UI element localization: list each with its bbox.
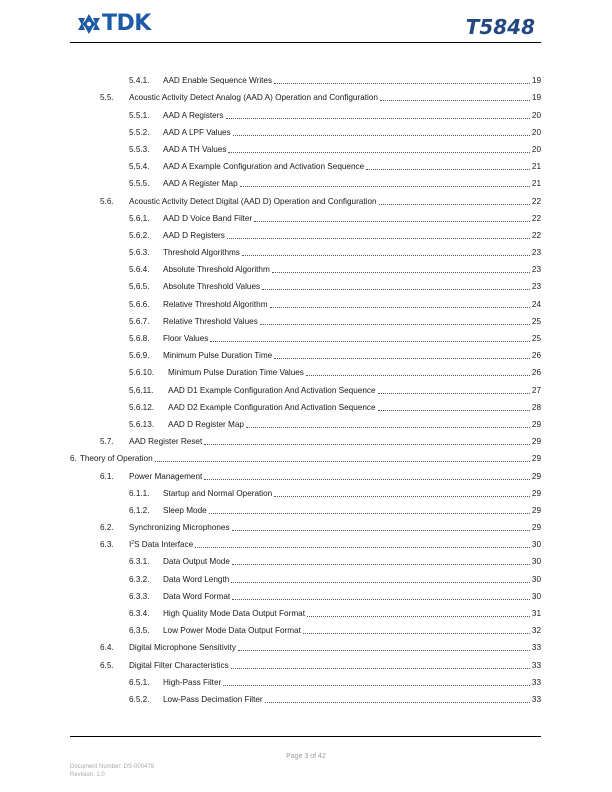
dot-leader bbox=[378, 392, 530, 394]
toc-entry-number: 5.6.13. bbox=[129, 419, 155, 429]
toc-entry-number: 5.6.11. bbox=[129, 385, 154, 395]
toc-entry-number: 6.3.5. bbox=[129, 626, 150, 636]
toc-entry-page[interactable]: 21 bbox=[531, 179, 541, 189]
toc-entry-number: 5.6.9. bbox=[129, 351, 150, 361]
toc-entry-number: 5.6.7. bbox=[129, 316, 150, 326]
dot-leader bbox=[227, 237, 530, 239]
toc-entry-page[interactable]: 29 bbox=[531, 488, 541, 498]
toc-entry-page[interactable]: 29 bbox=[531, 471, 541, 481]
toc-entry-number: 5.5.3. bbox=[129, 144, 150, 154]
toc-entry-page[interactable]: 29 bbox=[531, 419, 541, 429]
toc-entry-page[interactable]: 29 bbox=[531, 523, 541, 533]
toc-entry-title[interactable]: Sleep Mode bbox=[163, 505, 207, 515]
dot-leader bbox=[232, 563, 530, 565]
toc-entry-title-prefix: I bbox=[129, 540, 132, 550]
toc-entry-page[interactable]: 22 bbox=[531, 196, 541, 206]
superscript: 2 bbox=[131, 540, 135, 547]
toc-entry-title[interactable]: AAD A Registers bbox=[163, 110, 224, 120]
toc-entry[interactable] bbox=[70, 189, 541, 206]
toc-entry[interactable] bbox=[70, 103, 541, 120]
toc-entry[interactable] bbox=[70, 396, 541, 413]
toc-entry-title[interactable]: AAD A TH Values bbox=[163, 144, 227, 154]
toc-entry-title[interactable]: AAD Register Reset bbox=[129, 437, 203, 447]
logo-text: TDK bbox=[102, 11, 151, 36]
dot-leader bbox=[260, 323, 530, 325]
toc-entry-title[interactable]: Data Word Format bbox=[163, 591, 231, 601]
tdk-logo bbox=[78, 13, 151, 35]
toc-entry[interactable] bbox=[70, 207, 541, 224]
toc-entry-number: 6.3.3. bbox=[129, 591, 150, 601]
dot-leader bbox=[240, 185, 530, 187]
dot-leader bbox=[274, 495, 530, 497]
toc-entry-page[interactable]: 26 bbox=[531, 351, 541, 361]
dot-leader bbox=[209, 512, 530, 514]
toc-entry-number: 5.6.10. bbox=[129, 368, 155, 378]
dot-leader bbox=[242, 254, 530, 256]
page-number: Page 3 of 42 bbox=[286, 753, 326, 760]
toc-entry-title[interactable]: High-Pass Filter bbox=[163, 677, 222, 687]
toc-entry-number: 5.6.12. bbox=[129, 402, 155, 412]
toc-entry-page[interactable]: 25 bbox=[531, 334, 541, 343]
toc-entry-page[interactable]: 26 bbox=[531, 368, 541, 378]
dot-leader bbox=[306, 374, 530, 376]
toc-entry-page[interactable]: 23 bbox=[531, 282, 541, 292]
toc-entry-number: 6.3.2. bbox=[129, 574, 150, 584]
dot-leader bbox=[274, 357, 530, 359]
toc-entry-title[interactable]: AAD Enable Sequence Writes bbox=[163, 76, 273, 86]
toc-entry-title[interactable]: High Quality Mode Data Output Format bbox=[163, 609, 305, 618]
toc-entry-title-text: S Data Interface bbox=[134, 540, 194, 550]
dot-leader bbox=[233, 134, 530, 136]
dot-leader bbox=[226, 117, 530, 119]
toc-entry-page[interactable]: 28 bbox=[531, 402, 541, 412]
toc-entry-page[interactable]: 30 bbox=[531, 591, 541, 601]
toc-entry[interactable] bbox=[70, 619, 541, 636]
toc-entry-number: 6.3.1. bbox=[129, 557, 150, 567]
toc-entry[interactable] bbox=[70, 653, 541, 670]
toc-entry[interactable] bbox=[70, 688, 541, 705]
footer-divider bbox=[70, 736, 541, 737]
toc-entry-title[interactable]: AAD D Registers bbox=[163, 230, 225, 240]
dot-leader bbox=[254, 220, 530, 222]
toc-entry-number: 6. bbox=[70, 454, 77, 464]
toc-entry-title[interactable]: AAD A Register Map bbox=[163, 179, 238, 189]
toc-entry-number: 6.1. bbox=[100, 471, 114, 481]
toc-entry-number: 5.6.2. bbox=[129, 230, 150, 240]
toc-entry-title[interactable]: Power Management bbox=[129, 471, 203, 481]
dot-leader bbox=[231, 667, 530, 669]
table-of-contents bbox=[70, 69, 541, 705]
toc-entry[interactable] bbox=[70, 327, 541, 344]
dot-leader bbox=[262, 288, 530, 290]
toc-entry[interactable] bbox=[70, 430, 541, 447]
toc-entry-number: 6.1.2. bbox=[129, 505, 150, 515]
toc-entry-number: 5.5.2. bbox=[129, 127, 150, 137]
toc-entry-page[interactable]: 31 bbox=[531, 609, 541, 618]
toc-entry-number: 6.3. bbox=[100, 540, 114, 550]
toc-entry-page[interactable]: 19 bbox=[531, 76, 541, 86]
toc-entry[interactable] bbox=[70, 671, 541, 688]
toc-entry-title[interactable]: Data Output Mode bbox=[163, 557, 230, 567]
dot-leader bbox=[231, 581, 530, 583]
toc-entry-page[interactable]: 22 bbox=[531, 230, 541, 240]
toc-entry-page[interactable]: 33 bbox=[531, 677, 541, 687]
toc-entry[interactable] bbox=[70, 224, 541, 241]
dot-leader bbox=[270, 306, 530, 308]
toc-entry-title[interactable]: Absolute Threshold Values bbox=[163, 282, 261, 292]
toc-entry-number: 5.5. bbox=[100, 93, 114, 103]
page-header bbox=[70, 0, 541, 43]
dot-leader bbox=[232, 529, 530, 531]
dot-leader bbox=[155, 460, 530, 462]
toc-entry-page[interactable]: 33 bbox=[531, 660, 541, 670]
toc-entry[interactable] bbox=[70, 413, 541, 430]
toc-entry-page[interactable]: 29 bbox=[531, 437, 541, 447]
document-code: T5848 bbox=[465, 15, 535, 39]
dot-leader bbox=[232, 598, 530, 600]
toc-entry-title[interactable]: Digital Filter Characteristics bbox=[129, 660, 229, 670]
toc-entry-number: 5.7. bbox=[100, 437, 114, 447]
toc-entry[interactable] bbox=[70, 138, 541, 155]
dot-leader bbox=[228, 151, 530, 153]
toc-entry-title[interactable]: Low-Pass Decimation Filter bbox=[163, 694, 263, 704]
document-meta bbox=[70, 763, 154, 779]
revision: Revision: 1.0 bbox=[70, 772, 105, 778]
toc-entry-page[interactable]: 27 bbox=[531, 385, 541, 395]
toc-entry-page[interactable]: 30 bbox=[531, 574, 541, 584]
toc-entry-number: 6.5.2. bbox=[129, 694, 150, 704]
toc-entry-number: 5.5.1. bbox=[129, 110, 150, 120]
toc-entry[interactable] bbox=[70, 86, 541, 103]
toc-entry[interactable] bbox=[70, 482, 541, 499]
toc-entry-page[interactable]: 23 bbox=[531, 248, 541, 258]
dot-leader bbox=[223, 684, 530, 686]
toc-entry-title[interactable]: Acoustic Activity Detect Analog (AAD A) Operation and Configuration bbox=[129, 93, 378, 103]
toc-entry[interactable] bbox=[70, 585, 541, 602]
toc-entry-title[interactable]: AAD A LPF Values bbox=[163, 127, 231, 137]
toc-entry-number: 5.6.1. bbox=[129, 213, 150, 223]
toc-entry-title[interactable]: AAD D2 Example Configuration And Activation Sequence bbox=[168, 402, 376, 412]
toc-entry-page[interactable]: 20 bbox=[531, 110, 541, 120]
toc-entry-title[interactable]: AAD D1 Example Configuration And Activation Sequence bbox=[168, 385, 376, 395]
toc-entry-title[interactable]: Low Power Mode Data Output Format bbox=[163, 626, 301, 636]
toc-entry-page[interactable]: 24 bbox=[531, 299, 541, 309]
toc-entry-number: 5.5.4. bbox=[129, 162, 150, 172]
toc-entry-page[interactable]: 29 bbox=[531, 454, 541, 464]
toc-entry-number: 5.6.5. bbox=[129, 282, 150, 292]
toc-entry[interactable] bbox=[70, 121, 541, 138]
dot-leader bbox=[366, 168, 530, 170]
dot-leader bbox=[238, 649, 530, 651]
toc-entry-title[interactable]: Relative Threshold Algorithm bbox=[163, 299, 268, 309]
toc-entry-page[interactable]: 30 bbox=[531, 540, 541, 550]
toc-entry[interactable] bbox=[70, 292, 541, 309]
dot-leader bbox=[380, 99, 530, 101]
dot-leader bbox=[272, 271, 530, 273]
toc-entry-number: 5.6.8. bbox=[129, 334, 150, 343]
toc-entry-title[interactable]: Theory of Operation bbox=[79, 454, 153, 464]
toc-entry-page[interactable]: 20 bbox=[531, 144, 541, 154]
toc-entry-number: 5.5.5. bbox=[129, 179, 150, 189]
toc-entry[interactable] bbox=[70, 636, 541, 653]
toc-entry-title[interactable]: Acoustic Activity Detect Digital (AAD D) Operation and Configuration bbox=[129, 196, 377, 206]
toc-entry-title[interactable]: Digital Microphone Sensitivity bbox=[129, 643, 236, 653]
toc-entry[interactable] bbox=[70, 241, 541, 258]
toc-entry-title[interactable]: Relative Threshold Values bbox=[163, 316, 258, 326]
toc-entry[interactable] bbox=[70, 378, 541, 395]
toc-entry-number: 5.6.6. bbox=[129, 299, 150, 309]
toc-entry-title[interactable]: Absolute Threshold Algorithm bbox=[163, 265, 270, 275]
toc-entry[interactable] bbox=[70, 499, 541, 516]
dot-leader bbox=[378, 409, 530, 411]
toc-entry-title[interactable]: Minimum Pulse Duration Time bbox=[163, 351, 273, 361]
dot-leader bbox=[274, 82, 530, 84]
header-divider bbox=[70, 42, 541, 43]
toc-entry[interactable] bbox=[70, 550, 541, 567]
toc-entry[interactable] bbox=[70, 361, 541, 378]
toc-entry[interactable] bbox=[70, 310, 541, 327]
toc-entry[interactable] bbox=[70, 567, 541, 584]
toc-entry-page[interactable]: 22 bbox=[531, 213, 541, 223]
toc-entry-number: 6.4. bbox=[100, 643, 114, 653]
toc-entry-title[interactable]: AAD D Register Map bbox=[168, 419, 244, 429]
toc-entry-title[interactable]: Synchronizing Microphones bbox=[129, 523, 230, 533]
toc-entry-title[interactable]: Threshold Algorithms bbox=[163, 248, 240, 258]
dot-leader bbox=[303, 632, 530, 634]
toc-entry-number: 6.5.1. bbox=[129, 677, 150, 687]
toc-entry-number: 6.2. bbox=[100, 523, 114, 533]
toc-entry-page[interactable]: 30 bbox=[531, 557, 541, 567]
toc-entry[interactable] bbox=[70, 533, 541, 550]
document-number: Document Number: DS-000479 bbox=[70, 764, 155, 770]
toc-entry[interactable] bbox=[70, 464, 541, 481]
dot-leader bbox=[265, 701, 530, 703]
toc-entry-number: 6.5. bbox=[100, 660, 114, 670]
toc-entry-number: 5.6.3. bbox=[129, 248, 150, 258]
toc-entry-title[interactable]: AAD D Voice Band Filter bbox=[163, 213, 253, 223]
dot-leader bbox=[204, 478, 530, 480]
toc-entry[interactable] bbox=[70, 344, 541, 361]
toc-entry[interactable] bbox=[70, 447, 541, 464]
toc-entry-number: 6.1.1. bbox=[129, 488, 150, 498]
dot-leader bbox=[204, 443, 530, 445]
toc-entry-page[interactable]: 29 bbox=[531, 505, 541, 515]
dot-leader bbox=[379, 203, 530, 205]
toc-entry[interactable] bbox=[70, 516, 541, 533]
toc-entry[interactable] bbox=[70, 602, 541, 619]
toc-entry-page[interactable]: 20 bbox=[531, 127, 541, 137]
dot-leader bbox=[195, 546, 530, 548]
toc-entry-page[interactable]: 25 bbox=[531, 316, 541, 326]
toc-entry-page[interactable]: 23 bbox=[531, 265, 541, 275]
toc-entry[interactable] bbox=[70, 155, 541, 172]
toc-entry-number: 5.4.1. bbox=[129, 76, 150, 86]
toc-entry-number: 6.3.4. bbox=[129, 609, 150, 618]
toc-entry-number: 5.6. bbox=[100, 196, 114, 206]
toc-entry-page[interactable]: 21 bbox=[531, 162, 541, 172]
toc-entry-title[interactable]: AAD A Example Configuration and Activation Sequence bbox=[163, 162, 365, 172]
toc-entry-page[interactable]: 33 bbox=[531, 643, 541, 653]
toc-entry-title[interactable] bbox=[129, 540, 194, 550]
toc-entry-title[interactable]: Minimum Pulse Duration Time Values bbox=[168, 368, 304, 378]
toc-entry-title[interactable]: Data Word Length bbox=[163, 574, 230, 584]
dot-leader bbox=[210, 340, 530, 342]
dot-leader bbox=[246, 426, 530, 428]
toc-entry-page[interactable]: 32 bbox=[531, 626, 541, 636]
toc-entry[interactable] bbox=[70, 172, 541, 189]
toc-entry[interactable] bbox=[70, 275, 541, 292]
toc-entry-page[interactable]: 19 bbox=[531, 93, 541, 103]
tdk-emblem-icon bbox=[78, 14, 100, 34]
toc-entry[interactable] bbox=[70, 69, 541, 86]
toc-entry-page[interactable]: 33 bbox=[531, 694, 541, 704]
toc-entry[interactable] bbox=[70, 258, 541, 275]
toc-entry-title[interactable]: Floor Values bbox=[163, 334, 209, 343]
dot-leader bbox=[307, 615, 530, 617]
toc-entry-number: 5.6.4. bbox=[129, 265, 150, 275]
toc-entry-title[interactable]: Startup and Normal Operation bbox=[163, 488, 273, 498]
